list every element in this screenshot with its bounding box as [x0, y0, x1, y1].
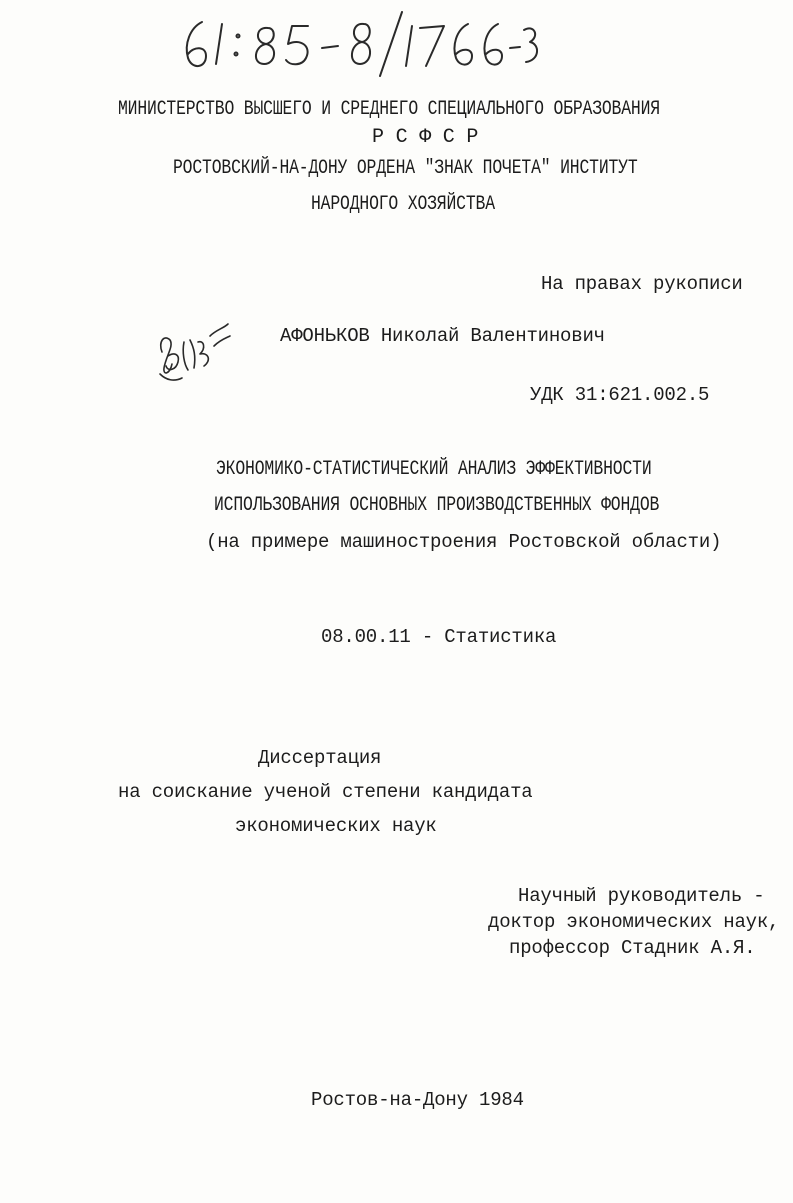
republic-line: Р С Ф С Р [372, 126, 479, 149]
supervisor-line-2: доктор экономических наук, [488, 911, 780, 933]
udc-code: УДК 31:621.002.5 [530, 384, 710, 406]
ministry-line: МИНИСТЕРСТВО ВЫСШЕГО И СРЕДНЕГО СПЕЦИАЛЬНОГО ОБРАЗОВАНИЯ [118, 98, 660, 121]
city-year-footer: Ростов-на-Дону 1984 [311, 1089, 524, 1111]
institute-line-2: НАРОДНОГО ХОЗЯЙСТВА [311, 193, 495, 216]
signature-scribble [154, 312, 234, 392]
degree-line-3: экономических наук [235, 815, 437, 837]
archive-number-handwritten [172, 8, 542, 80]
title-line-3: (на примере машиностроения Ростовской области) [206, 531, 722, 553]
title-line-2: ИСПОЛЬЗОВАНИЯ ОСНОВНЫХ ПРОИЗВОДСТВЕННЫХ ФОНДОВ [214, 494, 660, 517]
author-name: АФОНЬКОВ Николай Валентинович [280, 325, 605, 347]
degree-line-1: Диссертация [258, 747, 382, 769]
supervisor-line-1: Научный руководитель - [518, 885, 765, 907]
supervisor-line-3: профессор Стадник А.Я. [509, 937, 756, 959]
archive-number-scribble [172, 8, 542, 80]
manuscript-note: На правах рукописи [541, 273, 743, 295]
institute-line-1: РОСТОВСКИЙ-НА-ДОНУ ОРДЕНА "ЗНАК ПОЧЕТА" ИНСТИТУТ [173, 157, 638, 180]
specialty-code: 08.00.11 - Статистика [321, 626, 557, 648]
author-signature [154, 312, 234, 392]
degree-line-2: на соискание ученой степени кандидата [118, 781, 533, 803]
title-line-1: ЭКОНОМИКО-СТАТИСТИЧЕСКИЙ АНАЛИЗ ЭФФЕКТИВНОСТИ [216, 458, 652, 481]
